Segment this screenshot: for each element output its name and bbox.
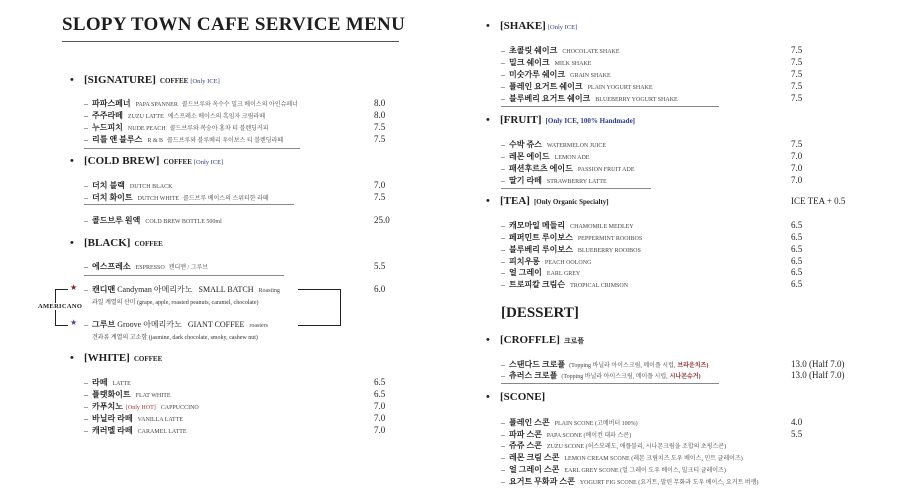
price: 7.5 bbox=[374, 192, 386, 202]
price: 7.0 bbox=[374, 413, 386, 423]
menu-item: – 요거트 무화과 스콘 YOGURT FIG SCONE (요거트, 말린 무화과 도우 베이스, 요거트 버랭) bbox=[501, 477, 759, 486]
menu-item: – 트로피칼 크림슨 TROPICAL CRIMSON bbox=[501, 280, 629, 289]
menu-item: – 밀크 쉐이크 MILK SHAKE bbox=[501, 58, 592, 67]
price: 6.5 bbox=[791, 267, 803, 277]
section-tea: • [TEA] [Only Organic Specialty] bbox=[486, 195, 609, 207]
menu-item: – 패션후르츠 에이드 PASSION FRUIT ADE bbox=[501, 164, 635, 173]
menu-item: – 수박 쥬스 WATERMELON JUICE bbox=[501, 140, 607, 149]
price: 7.0 bbox=[791, 175, 803, 185]
section-fruit: • [FRUIT] [Only ICE, 100% Handmade] bbox=[486, 114, 636, 126]
section-divider bbox=[501, 383, 719, 384]
menu-item: – 리틀 앤 블루스 R & B 콜드브루와 블루베리 우이보스 티 블렌딩라떼 bbox=[84, 135, 284, 144]
section-white: • [WHITE] COFFEE bbox=[70, 352, 163, 364]
price: 8.0 bbox=[374, 98, 386, 108]
menu-item: – 피치우롱 PEACH OOLONG bbox=[501, 257, 592, 266]
section-shake: • [SHAKE] [Only ICE] bbox=[486, 20, 578, 32]
americano-price: 6.0 bbox=[374, 284, 386, 294]
price: 6.5 bbox=[791, 244, 803, 254]
menu-item: – 블루베리 요거트 쉐이크 BLUEBERRY YOGURT SHAKE bbox=[501, 94, 678, 103]
price: 7.5 bbox=[791, 93, 803, 103]
section-divider bbox=[84, 204, 294, 205]
section-divider bbox=[501, 106, 719, 107]
price: 7.5 bbox=[374, 122, 386, 132]
menu-item: – 쥬쥬 스콘 ZUZU SCONE (허스모레도, 애플블리, 시나몬크림을 조합의 초핑스콘) bbox=[501, 441, 727, 450]
price: 6.5 bbox=[791, 256, 803, 266]
price: 7.5 bbox=[791, 57, 803, 67]
menu-item: – 플랫화이트 FLAT WHITE bbox=[84, 390, 171, 399]
price: 6.5 bbox=[791, 220, 803, 230]
menu-item: – 라떼 LATTE bbox=[84, 378, 131, 387]
price: 7.5 bbox=[791, 69, 803, 79]
price: 7.0 bbox=[374, 425, 386, 435]
menu-title: SLOPY TOWN CAFE SERVICE MENU bbox=[62, 14, 406, 35]
tea-ice-note: ICE TEA + 0.5 bbox=[791, 196, 846, 206]
price: 4.0 bbox=[791, 417, 803, 427]
menu-item: – 파파스페너 PAPA SPANNER 콜드브루와 옥수수 밀크 베이스의 아인슈페너 bbox=[84, 99, 298, 108]
menu-item: – 누드피치 NUDE PEACH 콜드브루와 복숭아 홍차 티 블렌딩커피 bbox=[84, 123, 269, 132]
price: 13.0 (Half 7.0) bbox=[791, 359, 845, 369]
section-coldbrew: • [COLD BREW] COFFEE [Only ICE] bbox=[70, 155, 224, 167]
menu-item: – 캐러멜 라떼 CARAMEL LATTE bbox=[84, 426, 187, 435]
section-divider bbox=[84, 275, 284, 276]
menu-item: – 미숫가루 쉐이크 GRAIN SHAKE bbox=[501, 70, 611, 79]
price: 7.5 bbox=[791, 45, 803, 55]
menu-item: – 캐모마일 메들리 CHAMOMILE MEDLEY bbox=[501, 221, 634, 230]
price: 7.5 bbox=[374, 134, 386, 144]
menu-item: – 초콜릿 쉐이크 CHOCOLATE SHAKE bbox=[501, 46, 620, 55]
title-divider bbox=[62, 41, 399, 42]
price: 6.5 bbox=[791, 279, 803, 289]
menu-item: – 주주라떼 ZUZU LATTE 에스프레소 베이스의 흑임자 크림라떼 bbox=[84, 111, 265, 120]
menu-item: – 페퍼민트 루이보스 PEPPERMINT ROOIBOS bbox=[501, 233, 643, 242]
price: 7.5 bbox=[791, 81, 803, 91]
candyman-notes: 과일 계열의 산미 (grape, apple, roasted peanuts, caramel, chocolate) bbox=[92, 300, 259, 306]
menu-item-candyman: – 캔디맨 Candyman 아메리카노 SMALL BATCH Roasting bbox=[84, 285, 280, 294]
menu-item: – 블루베리 루이보스 BLUEBERRY ROOIBOS bbox=[501, 245, 641, 254]
price: 7.0 bbox=[791, 151, 803, 161]
price: 5.5 bbox=[374, 261, 386, 271]
menu-item: – 더치 블랙 DUTCH BLACK bbox=[84, 181, 173, 190]
price: 6.5 bbox=[374, 377, 386, 387]
price: 7.5 bbox=[791, 139, 803, 149]
menu-item: – 콜드브루 원액 COLD BREW BOTTLE 500ml bbox=[84, 216, 222, 225]
section-signature: • [SIGNATURE] COFFEE [Only ICE] bbox=[70, 74, 220, 86]
menu-item: – 카푸치노 [Only HOT] CAPPUCCINO bbox=[84, 402, 199, 411]
groove-notes: 견과류 계열의 고소함 (jasmine, dark chocolate, smoky, cashew nut) bbox=[92, 335, 258, 341]
menu-item: – 레몬 에이드 LEMON ADE bbox=[501, 152, 590, 161]
price: 5.5 bbox=[791, 429, 803, 439]
menu-item: – 스탠다드 크로플 (Topping 바닐라 아이스크림, 메이플 시럽, 브라운치즈) bbox=[501, 360, 709, 369]
star-icon: ★ bbox=[70, 318, 78, 327]
menu-item: – 더치 화이트 DUTCH WHITE 콜드브루 베이스의 스위티한 라떼 bbox=[84, 193, 269, 202]
price: 7.0 bbox=[791, 163, 803, 173]
menu-item: – 파파 스콘 PAPA SCONE (베이컨 대파 스콘) bbox=[501, 430, 632, 439]
star-icon: ★ bbox=[70, 283, 78, 292]
price: 25.0 bbox=[374, 215, 390, 225]
dessert-title: [DESSERT] bbox=[501, 305, 579, 321]
menu-item: – 플레인 스콘 PLAIN SCONE (고메버터 100%) bbox=[501, 418, 638, 427]
menu-item: – 츄러스 크로플 (Topping 바닐라 아이스크림, 메이플 시럽, 시나몬슈거) bbox=[501, 371, 701, 380]
americano-bracket-right bbox=[298, 289, 341, 326]
americano-label: AMERICANO bbox=[38, 303, 83, 310]
menu-item: – 레몬 크림 스콘 LEMON CREAM SCONE (레몬 크림치즈 도우 베이스, 민트 글레이즈) bbox=[501, 453, 743, 462]
section-divider bbox=[501, 188, 651, 189]
price: 6.5 bbox=[791, 232, 803, 242]
section-black: • [BLACK] COFFEE bbox=[70, 237, 163, 249]
price: 7.0 bbox=[374, 180, 386, 190]
price: 6.5 bbox=[374, 389, 386, 399]
menu-item: – 얼 그레이 EARL GREY bbox=[501, 268, 581, 277]
price: 7.0 bbox=[374, 401, 386, 411]
menu-item: – 바닐라 라떼 VANILLA LATTE bbox=[84, 414, 184, 423]
menu-item-groove: – 그루브 Groove 아메리카노 GIANT COFFEE roasters bbox=[84, 320, 269, 329]
section-croffle: • [CROFFLE] 크로플 bbox=[486, 334, 585, 346]
price: 8.0 bbox=[374, 110, 386, 120]
menu-item: – 에스프레소 ESPRESSO 캔디맨 / 그루브 bbox=[84, 262, 209, 271]
menu-item: – 얼 그레이 스콘 EARL GREY SCONE (얼 그레이 도우 베이스, 밀크티 글레이즈) bbox=[501, 465, 726, 474]
section-divider bbox=[84, 148, 300, 149]
price: 13.0 (Half 7.0) bbox=[791, 370, 845, 380]
menu-item: – 딸기 라떼 STRAWBERRY LATTE bbox=[501, 176, 607, 185]
section-scone: • [SCONE] bbox=[486, 391, 546, 403]
menu-item: – 플레인 요거트 쉐이크 PLAIN YOGURT SHAKE bbox=[501, 82, 653, 91]
